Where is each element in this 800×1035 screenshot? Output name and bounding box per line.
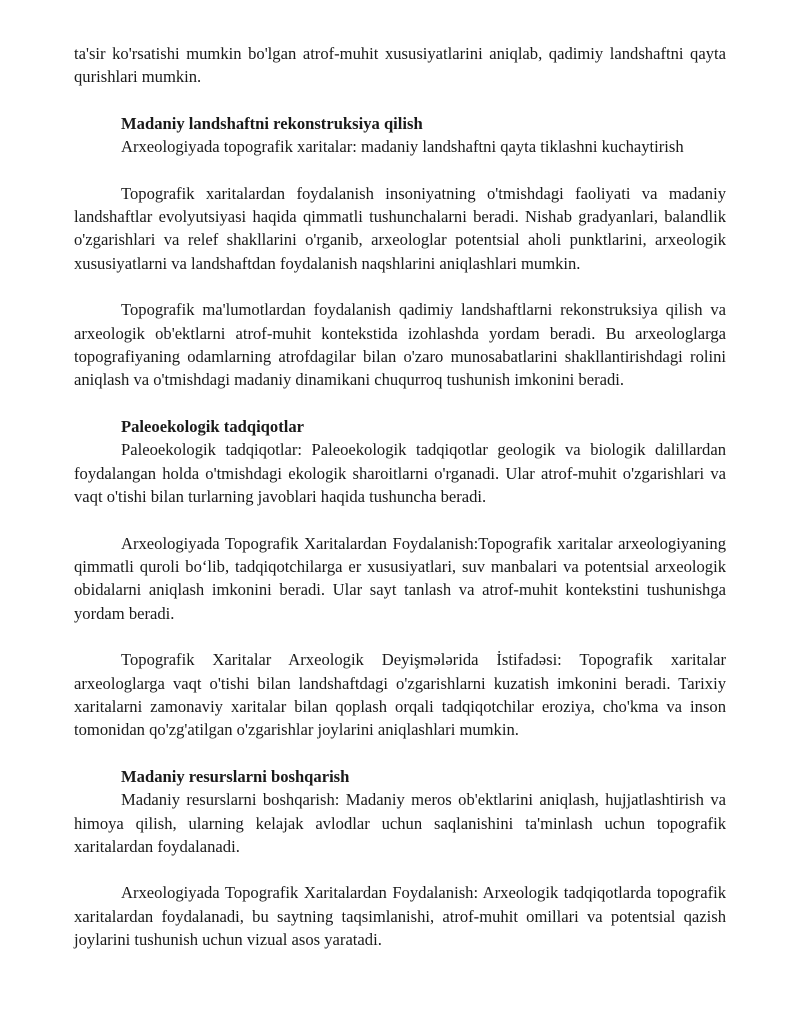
paragraph: Arxeologiyada Topografik Xaritalardan Foydalanish:Topografik xaritalar arxeologiyaning qimmatli quroli bo‘lib, tadqiqotchilarga er xususiyatlari, suv manbalari va potentsial arxeologik obidalarni aniqlash imkonini beradi. Ular sayt tanlash va atrof-muhit kontekstini tushunishga yordam beradi. <box>74 533 726 623</box>
paragraph: Topografik ma'lumotlardan foydalanish qadimiy landshaftlarni rekonstruksiya qilish va arxeologik ob'ektlarni atrof-muhit kontekstida izohlashda yordam beradi. Bu arxeologlarga topografiyaning odamlarning atrofdagilar bilan o'zaro munosabatlarini shakllantirishdagi rolini aniqlash va o'tmishdagi madaniy dinamikani chuqurroq tushunish imkonini beradi. <box>74 300 726 390</box>
paragraph: Arxeologiyada Topografik Xaritalardan Foydalanish: Arxeologik tadqiqotlarda topografik xaritalardan foydalanadi, bu saytning taqsimlanishi, atrof-muhit omillari va potentsial qazish joylarini tushunish uchun vizual asos yaratadi. <box>74 883 726 950</box>
section-heading-cultural-resources: Madaniy resurslarni boshqarish <box>121 766 350 786</box>
section-heading-paleoecology: Paleoekologik tadqiqotlar <box>121 416 305 436</box>
paragraph: Topografik Xaritalar Arxeologik Deyişmələrida İstifadəsi: Topografik xaritalar arxeologlarga vaqt o'tishi bilan landshaftdagi o'zgarishlarni kuzatish imkonini beradi. Tarixiy xaritalarni zamonaviy xaritalar bilan qoplash orqali tadqiqotchilar eroziya, cho'kma va inson tomonidan qo'zg'atilgan o'zgarishlar joylarini aniqlashlari mumkin. <box>74 650 726 740</box>
section-heading-cultural-landscape: Madaniy landshaftni rekonstruksiya qilish <box>121 113 423 133</box>
paragraph: Madaniy resurslarni boshqarish: Madaniy meros ob'ektlarini aniqlash, hujjatlashtirish va himoya qilish, ularning kelajak avlodlar uchun saqlanishini ta'minlash uchun topografik xaritalardan foydalanadi. <box>74 790 726 856</box>
paragraph: Topografik xaritalardan foydalanish insoniyatning o'tmishdagi faoliyati va madaniy landshaftlar evolyutsiyasi haqida qimmatli tushunchalarni beradi. Nishab gradyanlari, balandlik o'zgarishlari va relef shakllarini o'rganib, arxeologlar potentsial aholi punktlarini, arxeologik xususiyatlarni va landshaftdan foydalanish naqshlarini aniqlashlari mumkin. <box>74 183 726 273</box>
paragraph-continuation: ta'sir ko'rsatishi mumkin bo'lgan atrof-muhit xususiyatlarini aniqlab, qadimiy landshaftni qayta qurishlari mumkin. <box>74 44 726 87</box>
paragraph: Paleoekologik tadqiqotlar: Paleoekologik tadqiqotlar geologik va biologik dalillardan foydalangan holda o'tmishdagi ekologik sharoitlarni o'rganadi. Ular atrof-muhit o'zgarishlari va vaqt o'tishi bilan turlarning javoblari haqida tushuncha beradi. <box>74 440 726 507</box>
paragraph: Arxeologiyada topografik xaritalar: madaniy landshaftni qayta tiklashni kuchaytirish <box>121 137 684 157</box>
